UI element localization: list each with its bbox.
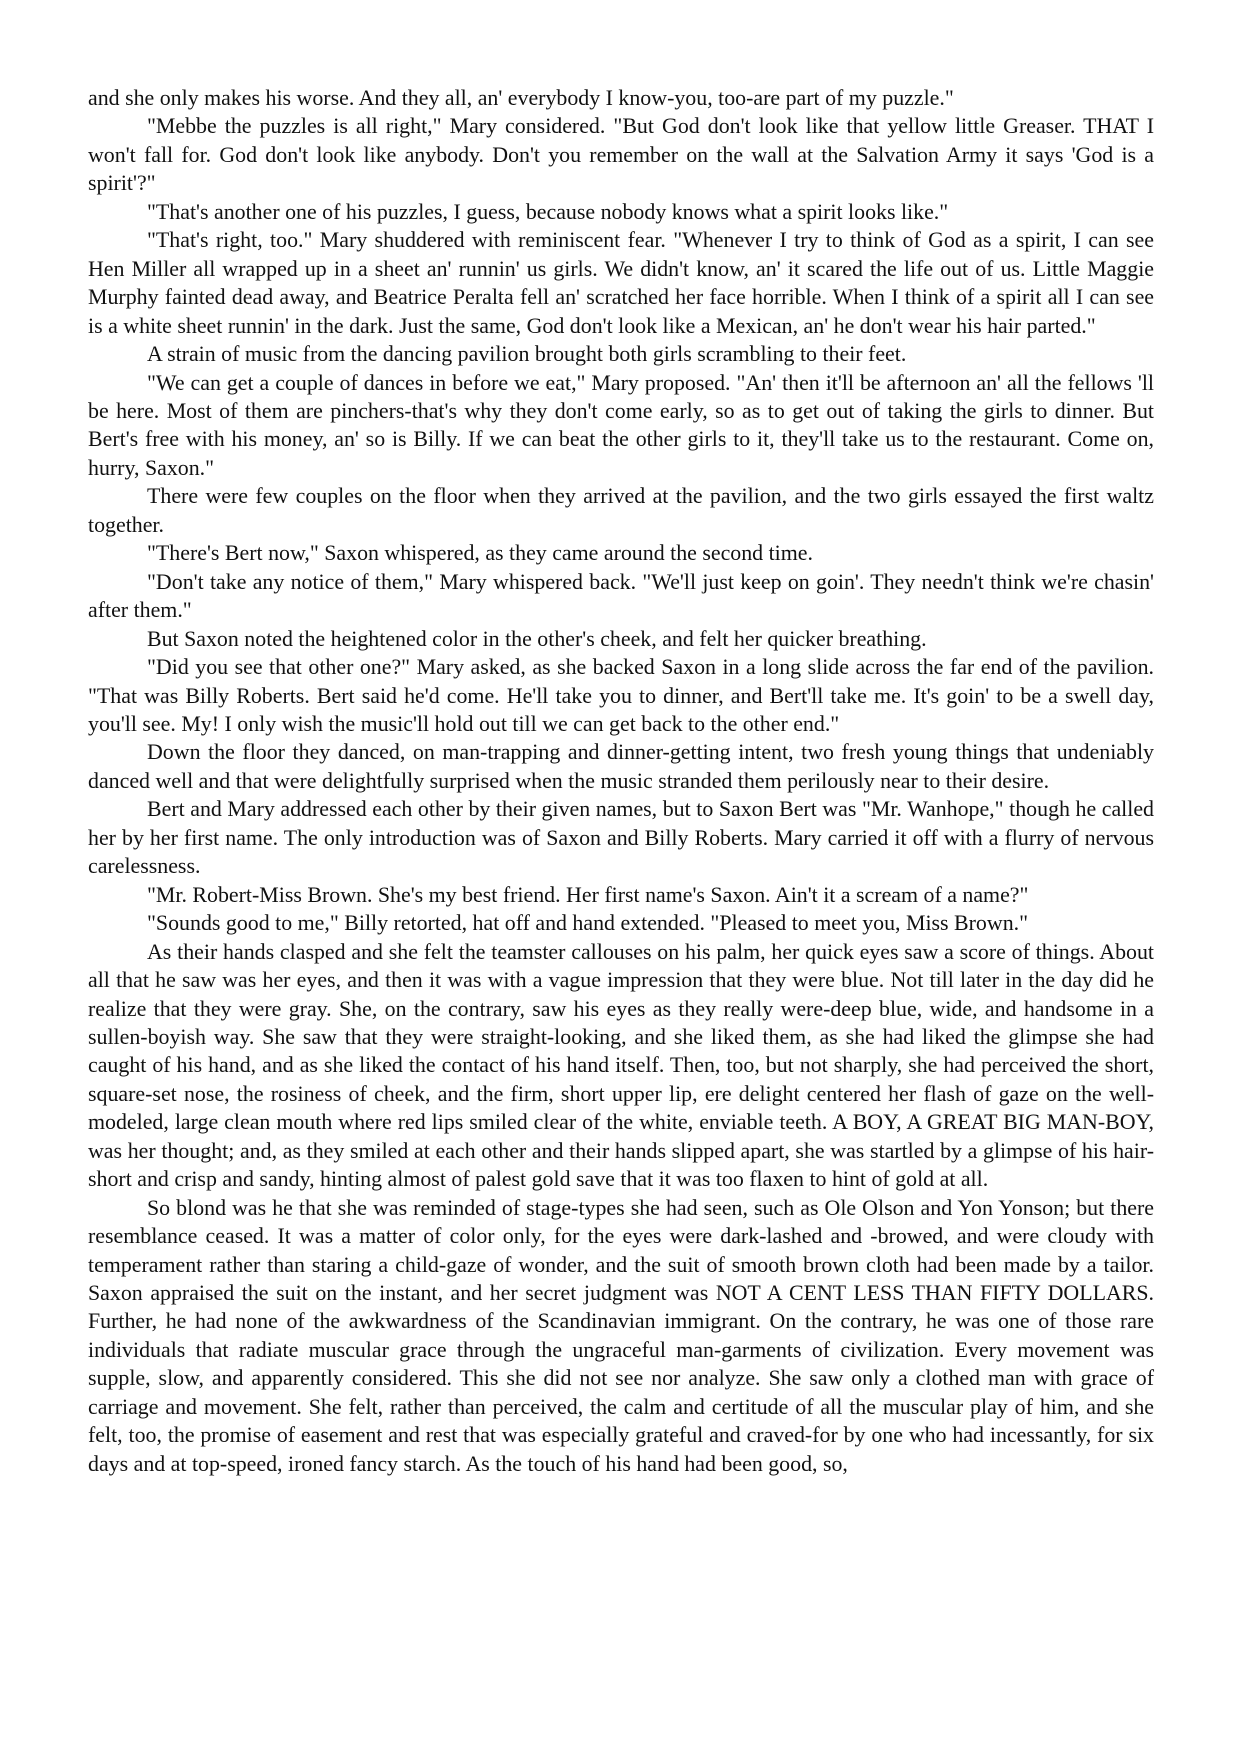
paragraph: A strain of music from the dancing pavilion brought both girls scrambling to their feet. bbox=[147, 341, 907, 367]
paragraph: "Sounds good to me," Billy retorted, hat off and hand extended. "Pleased to meet you, Miss Brown." bbox=[147, 910, 1029, 936]
paragraph: "Did you see that other one?" Mary asked, as she backed Saxon in a long slide across the far end of the pavilion. "That was Billy Roberts. Bert said he'd come. He'll take you to dinner, and Bert'll take me. It's goin' to be a swell day, you'll see. My! I only wish the music'll hold out till we can get back to the other end." bbox=[88, 654, 1154, 736]
text-body bbox=[88, 84, 1154, 1478]
paragraph: "Don't take any notice of them," Mary whispered back. "We'll just keep on goin'. They needn't think we're chasin' after them." bbox=[88, 568, 1154, 623]
paragraph: "We can get a couple of dances in before we eat," Mary proposed. "An' then it'll be afternoon an' all the fellows 'll be here. Most of them are pinchers-that's why they don't come early, so as to get out of taking the girls to dinner. But Bert's free with his money, an' so is Billy. If we can beat the other girls to it, they'll take us to the restaurant. Come on, hurry, Saxon." bbox=[88, 369, 1154, 480]
paragraph: There were few couples on the floor when they arrived at the pavilion, and the two girls essayed the first waltz together. bbox=[88, 483, 1154, 537]
paragraph: So blond was he that she was reminded of stage-types she had seen, such as Ole Olson and Yon Yonson; but there resemblance ceased. It was a matter of color only, for the eyes were dark-lashed and -browed, and were cloudy with temperament rather than staring a child-gaze of wonder, and the suit of smooth brown cloth had been made by a tailor. Saxon appraised the suit on the instant, and her secret judgment was NOT A CENT LESS THAN FIFTY DOLLARS. Further, he had none of the awkwardness of the Scandinavian immigrant. On the contrary, he was one of those rare individuals that radiate muscular grace through the ungraceful man-garments of civilization. Every movement was supple, slow, and apparently considered. This she did not see nor analyze. She saw only a clothed man with grace of carriage and movement. She felt, rather than perceived, the calm and certitude of all the muscular play of him, and she felt, too, the promise of easement and rest that was especially grateful and craved-for by one who had incessantly, for six days and at top-speed, ironed fancy starch. As the touch of his hand had been good, so, bbox=[88, 1194, 1154, 1476]
paragraph: But Saxon noted the heightened color in the other's cheek, and felt her quicker breathing. bbox=[147, 625, 927, 651]
paragraph: and she only makes his worse. And they all, an' everybody I know-you, too-are part of my puzzle." bbox=[88, 85, 954, 110]
paragraph: "That's right, too." Mary shuddered with reminiscent fear. "Whenever I try to think of God as a spirit, I can see Hen Miller all wrapped up in a sheet an' runnin' us girls. We didn't know, an' it scared the life out of us. Little Maggie Murphy fainted dead away, and Beatrice Peralta fell an' scratched her face horrible. When I think of a spirit all I can see is a white sheet runnin' in the dark. Just the same, God don't look like a Mexican, an' he don't wear his hair parted." bbox=[88, 227, 1154, 338]
paragraph: "Mebbe the puzzles is all right," Mary considered. "But God don't look like that yellow little Greaser. THAT I won't fall for. God don't look like anybody. Don't you remember on the wall at the Salvation Army it says 'God is a spirit'?" bbox=[88, 113, 1154, 196]
paragraph: "Mr. Robert-Miss Brown. She's my best friend. Her first name's Saxon. Ain't it a scream of a name?" bbox=[147, 881, 1029, 907]
paragraph: Bert and Mary addressed each other by their given names, but to Saxon Bert was "Mr. Wanhope," though he called her by her first name. The only introduction was of Saxon and Billy Roberts. Mary carried it off with a flurry of nervous carelessness. bbox=[88, 796, 1154, 879]
paragraph: "That's another one of his puzzles, I guess, because nobody knows what a spirit looks like." bbox=[147, 198, 949, 224]
paragraph: "There's Bert now," Saxon whispered, as they came around the second time. bbox=[147, 540, 813, 566]
paragraph: As their hands clasped and she felt the teamster callouses on his palm, her quick eyes saw a score of things. About all that he saw was her eyes, and then it was with a vague impression that they were blue. Not till later in the day did he realize that they were gray. She, on the contrary, saw his eyes as they really were-deep blue, wide, and handsome in a sullen-boyish way. She saw that they were straight-looking, and she liked them, as she had liked the glimpse she had caught of his hand, and as she liked the contact of his hand itself. Then, too, but not sharply, she had perceived the short, square-set nose, the rosiness of cheek, and the firm, short upper lip, ere delight centered her flash of gaze on the well-modeled, large clean mouth where red lips smiled clear of the white, enviable teeth. A BOY, A GREAT BIG MAN-BOY, was her thought; and, as they smiled at each other and their hands slipped apart, she was startled by a glimpse of his hair-short and crisp and sandy, hinting almost of palest gold save that it was too flaxen to hint of gold at all. bbox=[88, 938, 1154, 1192]
paragraph: Down the floor they danced, on man-trapping and dinner-getting intent, two fresh young things that undeniably danced well and that were delightfully surprised when the music stranded them perilously near to their desire. bbox=[88, 739, 1154, 793]
